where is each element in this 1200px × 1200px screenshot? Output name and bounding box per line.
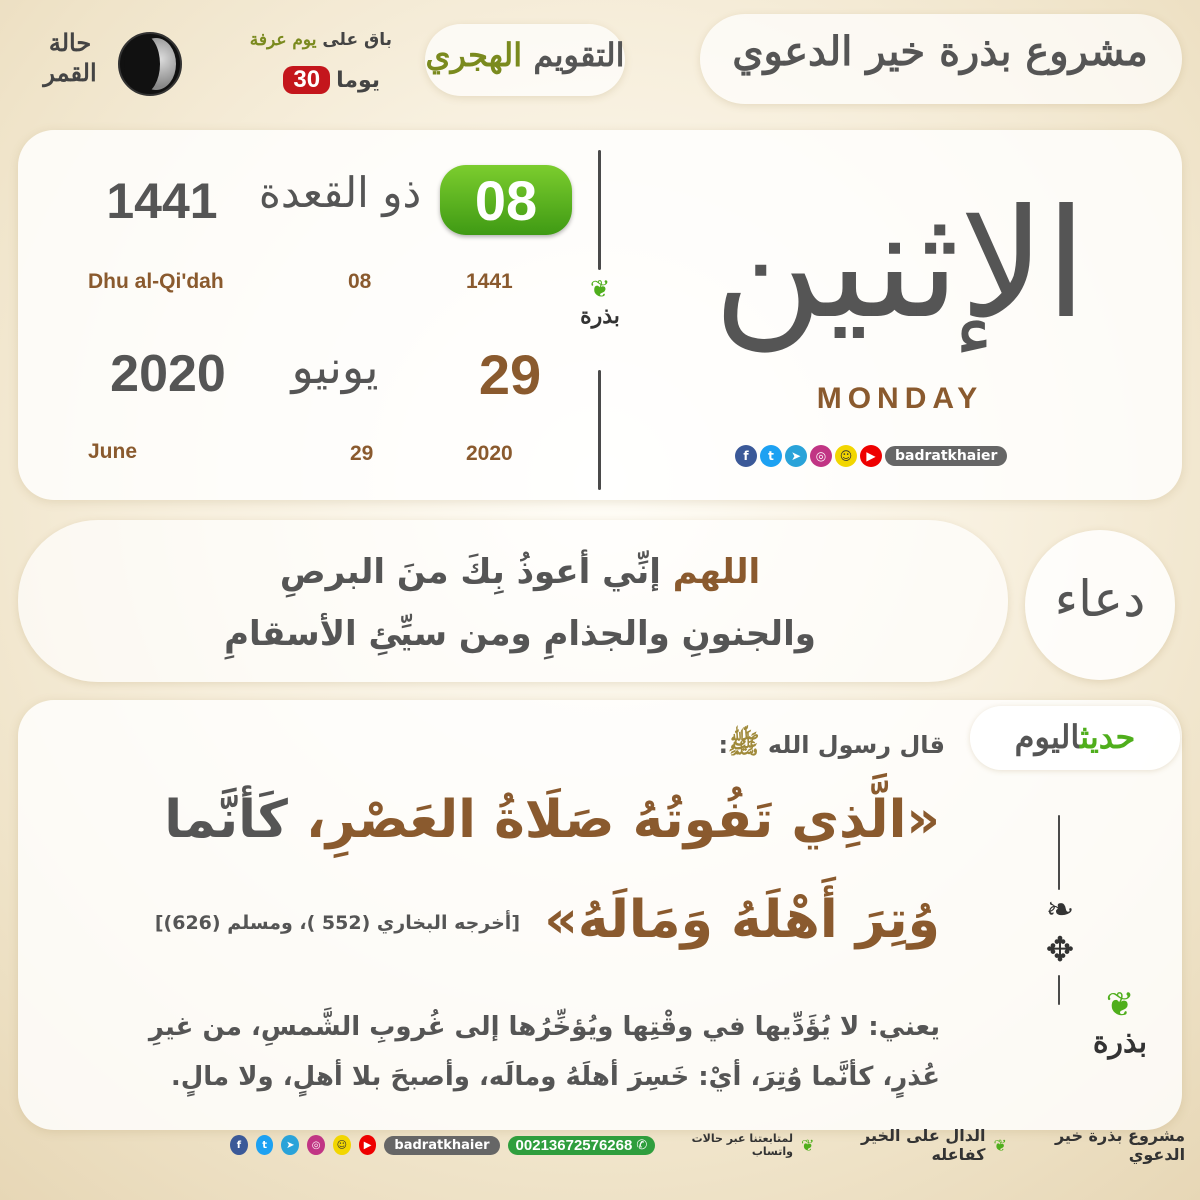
footer-twitter-icon[interactable]: t bbox=[256, 1135, 274, 1155]
footer-leaf-icon-2: ❦ bbox=[800, 1135, 815, 1155]
hadith-intro-text: قال رسول الله bbox=[767, 731, 945, 759]
whatsapp-icon: ✆ bbox=[636, 1137, 648, 1153]
ornament-icon: ❧ ✥ bbox=[1045, 890, 1075, 970]
footer-phone[interactable] bbox=[508, 1136, 656, 1155]
hadith-honorific: ﷺ bbox=[728, 730, 760, 760]
dua-label: دعاء bbox=[1054, 570, 1146, 628]
moon-label-1: حالة bbox=[48, 28, 92, 57]
gregorian-year-en: 2020 bbox=[466, 442, 513, 465]
project-title: مشروع بذرة خير الدعوي bbox=[732, 28, 1148, 75]
moon-label-2: القمر bbox=[43, 58, 97, 87]
gregorian-month-ar: يونيو bbox=[291, 340, 379, 394]
hadith-quote-line1 bbox=[140, 790, 940, 850]
hadith-explanation-line2: عُذرٍ، كأنَّما وُتِرَ، أيْ: خَسِرَ أهلَهُ ومالَه، وأصبحَ بلا أهلٍ، ولا مالٍ. bbox=[170, 1062, 940, 1092]
hadith-quote-part1: «الَّذِي تَفُوتُهُ صَلَاةُ العَصْرِ، bbox=[305, 790, 940, 850]
logo-small-text: بذرة bbox=[580, 303, 620, 329]
countdown-event: يوم عرفة bbox=[249, 30, 317, 50]
facebook-icon[interactable]: f bbox=[735, 445, 757, 467]
ornament-line-bottom bbox=[1058, 975, 1060, 1005]
countdown-days-badge: 30 bbox=[283, 66, 330, 94]
hadith-intro bbox=[600, 728, 945, 766]
instagram-icon[interactable]: ◎ bbox=[810, 445, 832, 467]
hadith-label-a: حديث bbox=[1080, 718, 1136, 756]
countdown-prefix: باق على bbox=[322, 30, 392, 50]
social-bar-top bbox=[735, 445, 1007, 467]
telegram-icon[interactable]: ➤ bbox=[785, 445, 807, 467]
countdown-line2 bbox=[240, 66, 380, 94]
hijri-day-badge: 08 bbox=[440, 165, 572, 235]
hadith-quote-line2: وُتِرَ أَهْلَهُ وَمَالَهُ» bbox=[544, 890, 940, 950]
calendar-title-a: التقويم bbox=[533, 36, 625, 74]
dua-line1 bbox=[40, 552, 1000, 592]
footer-telegram-icon[interactable]: ➤ bbox=[281, 1135, 299, 1155]
moon-icon bbox=[118, 32, 182, 96]
hadith-source: [أخرجه البخاري (552 )، ومسلم (626)] bbox=[154, 912, 520, 934]
countdown-days-word: يوما bbox=[336, 67, 380, 93]
day-name-en: MONDAY bbox=[816, 382, 984, 415]
twitter-icon[interactable]: t bbox=[760, 445, 782, 467]
footer-facebook-icon[interactable]: f bbox=[230, 1135, 248, 1155]
footer-youtube-icon[interactable]: ▶ bbox=[359, 1135, 377, 1155]
footer-bar bbox=[230, 1126, 1185, 1164]
gregorian-month-en: June bbox=[88, 440, 138, 463]
hadith-intro-colon: : bbox=[718, 731, 729, 759]
calendar-title-b: الهجري bbox=[425, 36, 523, 74]
dua-line1-rest: إنِّي أعوذُ بِكَ منَ البرصِ bbox=[279, 552, 673, 592]
social-handle-top[interactable]: badratkhaier bbox=[885, 446, 1007, 466]
footer-handle[interactable]: badratkhaier bbox=[384, 1136, 499, 1155]
hijri-month-en: Dhu al-Qi'dah bbox=[88, 270, 224, 293]
dua-highlight: اللهم bbox=[672, 552, 761, 592]
moon-label bbox=[30, 28, 110, 88]
gregorian-year: 2020 bbox=[110, 345, 226, 403]
hadith-label-b: اليوم bbox=[1014, 718, 1081, 756]
footer-snapchat-icon[interactable]: ☺ bbox=[333, 1135, 351, 1155]
calendar-title bbox=[425, 36, 625, 74]
hijri-year-en: 1441 bbox=[466, 270, 513, 293]
hadith-label bbox=[970, 718, 1180, 756]
leaf-icon-large: ❦ bbox=[1105, 985, 1135, 1025]
hijri-day-en: 08 bbox=[348, 270, 372, 293]
hijri-year: 1441 bbox=[106, 173, 218, 229]
hadith-explanation-line1: يعني: لا يُؤَدِّيها في وقْتِها ويُؤخِّرُها إلى غُروبِ الشَّمسِ، من غيرِ bbox=[148, 1012, 940, 1042]
logo-small bbox=[570, 275, 630, 365]
day-name-ar: الإثنين bbox=[713, 178, 1087, 352]
footer-whatsapp-label: لمتابعتنا عبر حالات واتساب bbox=[691, 1132, 793, 1158]
footer-project: مشروع بذرة خير الدعوي bbox=[1054, 1126, 1186, 1164]
hadith-quote-part2: كَأنَّما bbox=[164, 790, 306, 850]
dua-card bbox=[18, 520, 1008, 682]
leaf-icon: ❦ bbox=[589, 275, 611, 303]
gregorian-day: 29 bbox=[478, 343, 542, 406]
logo-large-text: بذرة bbox=[1092, 1025, 1148, 1060]
logo-large bbox=[1080, 985, 1160, 1095]
hijri-month-ar: ذو القعدة bbox=[258, 168, 422, 217]
ornament-line-top bbox=[1058, 815, 1060, 890]
gregorian-day-en: 29 bbox=[350, 442, 374, 465]
footer-slogan: الدال على الخير كفاعله bbox=[861, 1126, 986, 1164]
footer-instagram-icon[interactable]: ◎ bbox=[307, 1135, 325, 1155]
dua-line2: والجنونِ والجذامِ ومن سيِّئِ الأسقامِ bbox=[224, 614, 816, 654]
snapchat-icon[interactable]: ☺ bbox=[835, 445, 857, 467]
divider-top bbox=[598, 150, 601, 270]
footer-leaf-icon: ❦ bbox=[993, 1135, 1007, 1155]
divider-bottom bbox=[598, 370, 601, 490]
youtube-icon[interactable]: ▶ bbox=[860, 445, 882, 467]
footer-phone-number: 00213672576268 bbox=[515, 1136, 633, 1154]
countdown-line1 bbox=[232, 30, 392, 50]
